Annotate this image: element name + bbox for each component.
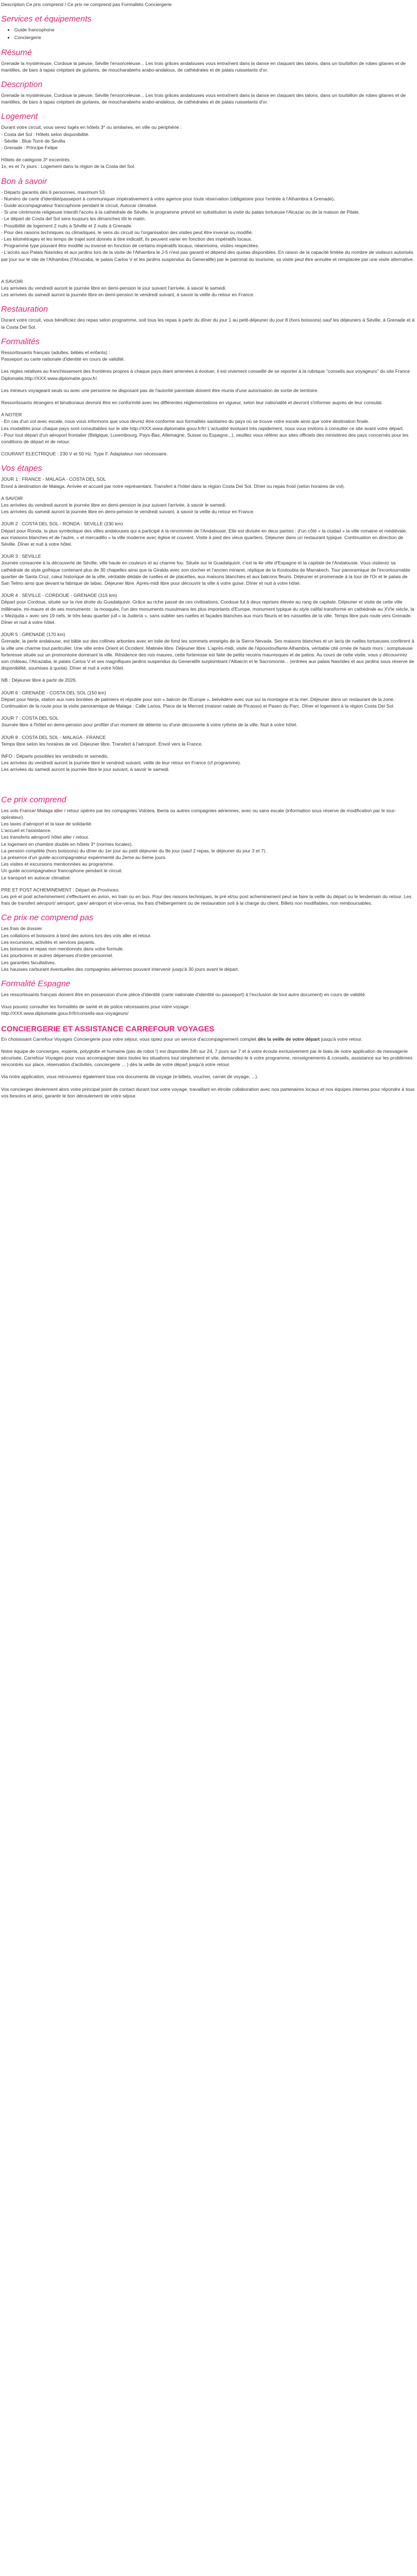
- services-item: • Conciergerie: [14, 34, 415, 41]
- prix-comprend-title: Ce prix comprend: [1, 795, 67, 805]
- formalite-espagne-title: Formalité Espagne: [1, 979, 70, 988]
- description-title: Description: [1, 80, 43, 90]
- restauration-title: Restauration: [1, 305, 48, 314]
- conciergerie-paragraph: Vos concierges deviennent alors votre principal point de contact durant tout votre voyage, travaillant en étroite collaboration avec nos partenaires locaux et nos équipes internes pour répondre à tous vos besoins et ainsi, garantir le bon déroulement de votre séjour.: [1, 1086, 415, 1099]
- etape-paragraph: INFO : Départs possibles les vendredis et samedis. Les arrivées du vendredi auront la journée libre le vendredi suivant, veille de leur retour en France (cf programme). Les arrivées du samedi auront la journée libre le jour suivant, à savoir le samedi.: [1, 753, 242, 773]
- etape-paragraph: JOUR 2 : COSTA DEL SOL - RONDA - SEVILLE (230 km) Départ pour Ronda, la plus symbolique des villes andalouses qui a participé à la renommée de l'Andalousie. Elle est divisée en deux parties : d'un côté « la ciudad » la ville romaine et médiévale, aux maisons blanches et de l'autre, « el mercadillo » la ville moderne avec église et couvent. Visite à pied des vieux quartiers. Déjeuner dans un restaurant typique. Continuation en direction de Séville. Dîner et nuit à votre hôtel.: [1, 521, 407, 547]
- prix-comprend-paragraph: PRE ET POST ACHEMINEMENT : Départ de Provinces. Les pré et post acheminement s'effectuent en avion, en train ou en bus. Pour des raisons techniques, le pré et/ou post acheminement peut se faire la veille du départ ou le lendemain du retour. Les frais de transfert aéroport/ aéroport, gare/ aéroport et vice-versa, les frais d'hébergement ou de restauration soit à la charge du client. Billets non modifiables, non remboursables.: [1, 887, 411, 906]
- prix-ne-comprend-text: Les frais de dossier. Les collations et boissons à bord des avions lors des vols aller et retour. Les excursions, activités et services payants. Les boissons et repas non mentionnés dans votre formule. Les pourboires et autres dépenses d'ordre personnel. Les garanties facultatives. Les hausses carburant éventuelles des compagnies aériennes pouvant intervenir jusqu'à 30 jours avant le départ.: [1, 926, 239, 972]
- formalite-espagne-paragraph: Les ressortissants français doivent être en possession d'une pièce d'identité (carte nationale d'identité ou passeport) à l'exclusion de tout autre document) en cours de validité.: [1, 991, 366, 997]
- content: [0, 14, 417, 1099]
- conciergerie-text: En choisissant Carrefour Voyages Conciergerie pour votre séjour, vous optez pour un service d'accompagnement complet: [1, 1036, 258, 1042]
- resume-text: Grenade la mystérieuse, Cordoue la pieuse, Séville l'ensorceleuse... Les trois grâces andalouses vous entraînent dans la danse en claquant des talons, dans un tourbillon de robes gitanes et de mantilles, de bars à tapas crépitant de guitares, de moucharabiehs arabo-andalous, de cathédrales et de palais ruisselants d'or.: [1, 60, 406, 73]
- etape-paragraph: JOUR 5 : GRENADE (170 km) Grenade, la perle andalouse, est bâtie sur des collines arborées avec en toile de fond les sommets enneigés de la Sierra Nevada. Ses maisons blanches et un lacis de ruelles tortueuses confèrent à la ville une charme tout particulier. Une ville entre Orient et Occident. Matinée libre. Déjeuner libre. L'après-midi, visite de l'époustouflante Alhambra, véritable cité ornée de hauts murs ; somptueuse forteresse située sur un promontoire dominant la ville. Résidence des rois maures, cette forteresse est faite de petits recoins mauresques et de patios. Au cours de cette visite, vous y découvrirez son château, l'Alcazaba, le palais Carlos V et ses magnifiques jardins suspendus du Generalife surplombant l'Albaicín et le Sacromonte... (entrées aux palais Nasrides et aux jardins sous réserve de disponibilité, soumises à quota). Dîner et nuit à votre hôtel.: [1, 632, 414, 671]
- conciergerie-paragraph: Via notre application, vous retrouverez également tous vos documents de voyage (e-billets, voucher, carnet de voyage, ...).: [1, 1074, 259, 1080]
- etape-paragraph: A SAVOIR Les arrivées du vendredi auront le journée libre en demi-pension le jour suivant l'arrivée, à savoir le samedi. Les arrivées du samedi auront la journée libre en demi-pension le vendredi suivant, à savoir la veille du retour en France.: [1, 495, 255, 515]
- logement-paragraph: Hôtels de catégorie 3* excentrés. 1x, ex et 7x jours : Logement dans la région de la Costa del Sol.: [1, 157, 135, 170]
- page: [0, 0, 417, 1099]
- restauration-text: Durant votre circuit, vous bénéficiez des repas selon programme, soit tous les repas à partir du dîner du jour 1 au petit-déjeuner du jour 8 (hors boissons) sauf les déjeuners à Séville, à Grenade et à la Costa Del Sol.: [1, 317, 415, 330]
- formalites-paragraph: Les règles relatives au franchissement des frontières propres à chaque pays étant amenées à évoluer, il est vivement conseillé de se reporter à la rubrique "conseils aux voyageurs" du site France Diplomatie,http://XXX.www.diplomatie.gouv.fr/.: [1, 368, 410, 381]
- logement-title: Logement: [1, 112, 38, 122]
- formalites-paragraph: A NOTER - En cas d'un vol avec escale, nous vous informons que vous devrez être conforme aux formalités sanitaires du pays où se trouve votre escale ainsi que votre destination finale. Les modalités pour chaque pays sont consultables sur le site http://XXX.www.diplomatie.gouv.fr/fr/ L'actualité évoluant très rapidement, nous vous invitons à consulter ce site avant votre départ. - Pour tout départ d'un aéroport frontalier (Belgique, Luxembourg, Pays-Bas, Allemagne, Suisse ou Espagne...), veuillez vous référer aux sites officiels des ministères des pays concernés pour les conditions de départ et de retour.: [1, 412, 409, 444]
- prix-comprend-paragraph: Les vols France/ Malaga aller / retour opérés par les compagnies Volotea, Iberia ou autres compagnies aériennes, avec ou sans escale (information sous réserve de modification par le tour-opérateur). Les taxes d'aéroport et la taxe de solidarité. L'accueil et l'assistance. Les transferts aéroport/ hôtel aller / retour. Le logement en chambre double en hôtels 3* (normes locales). La pension complète (hors boissons) du dîner du 1er jour au petit déjeuner du 8e jour (sauf 2 repas, le déjeuner du jour 3 et 7). La présence d'un guide-accompagnateur expérimenté du 2eme au 6eme jours. Les visites et excursions mentionnées au programme. Un guide accompagnateur francophone pendant le circuit. Le transport en autocar climatisé.: [1, 807, 396, 881]
- services-item: • Guide francophone: [14, 26, 415, 33]
- etape-paragraph: JOUR 4 : SEVILLE - CORDOUE - GRENADE (315 km) Départ pour Cordoue, située sur la rive droite du Guadalquivir. Grâce au riche passé de ces civilisations, Cordoue fut à deux reprises élevée au rang de capitale. Déjeuner et visite de cette ville millénaire, mi-maure et de ses monuments : la mosquée, l'un des monuments musulmans les plus importants d'Europe, monument typique du style califal transformé en cathédrale au XVIe siècle, la « Mezquita » avec ses 19 nefs, le très beau quartier juif « la Judería », sans oublier ses ruelles et façades blanches aux murs fleuris et les ruisselles de la ville. Temps libre puis route vers Grenade. Dîner et nuit à votre hôtel.: [1, 593, 414, 625]
- description-text: Grenade la mystérieuse, Cordoue la pieuse, Séville l'ensorceleuse... Les trois grâces andalouses vous entraînent dans la danse en claquant des talons, dans un tourbillon de robes gitanes et de mantilles, de bars à tapas crépitant de guitares, de moucharabiehs arabo-andalous, de cathédrales et de palais ruisselants d'or.: [1, 93, 406, 105]
- conciergerie-title: CONCIERGERIE ET ASSISTANCE CARREFOUR VOYAGES: [1, 1024, 215, 1033]
- etape-paragraph: JOUR 6 : GRENADE - COSTA DEL SOL (150 km) Départ pour Nerja, station aux rues bordées de palmiers et réputée pour son « balcon de l'Europe », belvédère avec vue sur la montagne et la mer. Déjeuner dans un restaurant de la zone. Continuation de la route pour la visite panoramique de Malaga : Calle Larios, Place de la Merced (maison natale de Picasso) et Paseo du Parc. Dîner et logement à la région Costa Del Sol.: [1, 689, 395, 709]
- formalites-paragraph: Ressortissants français (adultes, bébés et enfants) : Passeport ou carte nationale d'identité en cours de validité.: [1, 349, 125, 362]
- formalites-paragraph: Les mineurs voyageant seuls ou avec une personne ne disposant pas de l'autorité parentale doivent être munis d'une autorisation de sortie de territoire.: [1, 387, 319, 393]
- formalites-title: Formalités: [1, 336, 40, 346]
- etape-paragraph: JOUR 3 : SEVILLE Journée consacrée à la découverte de Séville, ville haute en couleurs et au charme fou. Située sur le Guadalquivir, c'est la 4e ville d'Espagne et la capitale de l'Andalousie. Vous visiterez sa cathédrale de style gothique contenant plus de 30 chapelles ainsi que la Giralda avec son clocher et l'ancien minaret, réplique de la Koutoubia de Marrakech. Tour panoramique de l'incontournable quartier de Santa Cruz, cœur historique de la ville, véritable dédale de ruelles et de placettes, aux maisons blanchies et aux balcons fleuris. Déjeuner et promenade à la tour de l'Or et le palais de San Telmo ainsi que devant la fabrique de tabac. Déjeuner libre. Après-midi libre pour découvrir la ville à votre guise. Dîner et nuit à votre hôtel.: [1, 553, 410, 586]
- top-navigation-text: Description Ce prix comprend / Ce prix ne comprend pas Formalités Conciergerie: [1, 2, 172, 7]
- formalites-paragraph: COURANT ELECTRIQUE : 230 V et 50 Hz. Type F. Adaptateur non nécessaire.: [1, 451, 168, 457]
- services-list: [1, 26, 415, 41]
- services-title: Services et équipements: [1, 14, 92, 24]
- etape-paragraph: NB : Déjeuner libre à partir de 2026.: [1, 677, 77, 683]
- etape-paragraph: JOUR 7 : COSTA DEL SOL Journée libre à l'hôtel en demi-pension pour profiter d'un moment de détente ou d'une découverte à votre rythme de la ville. Nuit à votre hôtel.: [1, 715, 298, 728]
- conciergerie-paragraph: [1, 1036, 415, 1042]
- bon-a-savoir-paragraph: - Départs garantis dès 6 personnes, maximum 53. - Numéro de carte d'identité/passeport à communiquer impérativement à votre agence pour toute réservation (obligatoire pour l'entrée à l'Alhambra à Grenade). - Guide accompagnateur francophone pendant le circuit, Autocar climatisé. - Si une cérémonie religieuse interdit l'accès à la cathédrale de Séville, le programme prévoit en substitution la visite du palais tortueuse l'Alcazar ou de la maison de Pilate. - Le départ de Costa del Sol sera toujours les dimanches tôt le matin. - Possibilité de logement 2 nuits à Séville et 2 nuits à Grenade. - Pour des raisons techniques ou climatiques, le sens du circuit ou l'organisation des visites peut être inversé ou modifié. - Les kilométrages et les temps de trajet sont donnés à titre indicatif, ils peuvent varier en fonction des impératifs locaux. - Programme type pouvant être modifié ou inversé en fonction de certains impératifs locaux, néanmoins, visites respectées. - L'accès aux Palais Nasrides et aux jardins lors de la visite de l'Alhambra le J-5 n'est pas garanti et dépend des quotas disponibles. En raison de la capacité limitée du nombre de visiteurs autorisés par jour sur le site de l'Alhambra (l'Alcazaba, le palais Carlos V et les jardins suspendus du Generalife) par le patronat du tourisme, sa visite peut être annulée et remplacée par une visite alternative.: [1, 189, 414, 262]
- formalites-paragraph: Ressortissants étrangers et binationaux devront être en conformité avec les différentes réglementations en vigueur, selon leur nationalité et devront s'informer auprès de leur consulat.: [1, 399, 383, 405]
- conciergerie-paragraph: Notre équipe de concierges, experte, polyglotte et humaine (pas de robot !) est disponible 24h sur 24, 7 jours sur 7 et à votre écoute exclusivement par le biais de notre application de messagerie sécurisée, Carrefour Voyages pour vous accompagner dans toutes les situations tout simplement et vite, demandez-le à votre programme, renseignements & conseils, assistance sur les problèmes rencontrés sur place, réservation d'activités, conciergerie ... ) dès la veille de votre départ jusqu'à votre retour.: [1, 1048, 413, 1068]
- resume-title: Résumé: [1, 47, 32, 57]
- formalite-espagne-paragraph: Vous pouvez consulter les formalités de santé et de police nécessaires pour votre voyage : http://XXX.www.diplomatie.gouv.fr/fr/conseils-aux-voyageurs/: [1, 1004, 191, 1017]
- conciergerie-text-bold: dès la veille de votre départ: [257, 1036, 320, 1042]
- bon-a-savoir-paragraph: A SAVOIR Les arrivées du vendredi auront le journée libre en demi-pension le jour suivant l'arrivée, à savoir le samedi. Les arrivées du samedi auront la journée libre en demi-pension le vendredi suivant, à savoir la veille du retour en France.: [1, 278, 255, 298]
- bon-a-savoir-title: Bon à savoir: [1, 176, 47, 186]
- etapes-title: Vos étapes: [1, 464, 42, 474]
- conciergerie-text: jusqu'à votre retour.: [320, 1036, 363, 1042]
- logement-paragraph: Durant votre circuit, vous serez logés en hôtels 3* ou similaires, en ville ou périphérie : - Costa del Sol : Hôtels selon disponibilité. - Séville : Blue Torre de Sevilla - Grenade : Principe Felipe: [1, 124, 182, 151]
- prix-ne-comprend-title: Ce prix ne comprend pas: [1, 913, 94, 923]
- etape-paragraph: JOUR 8 : COSTA DEL SOL - MALAGA - FRANCE Temps libre selon les horaires de vol. Déjeuner libre. Transfert à l'aéroport. Envol vers la France.: [1, 734, 203, 747]
- etape-paragraph: JOUR 1 : FRANCE - MALAGA - COSTA DEL SOL Envol à destination de Malaga. Arrivée et accueil par notre représentant. Transfert à l'hôtel dans la région Costa Del Sol. Dîner ou repas froid (selon horaires de vol).: [1, 476, 345, 489]
